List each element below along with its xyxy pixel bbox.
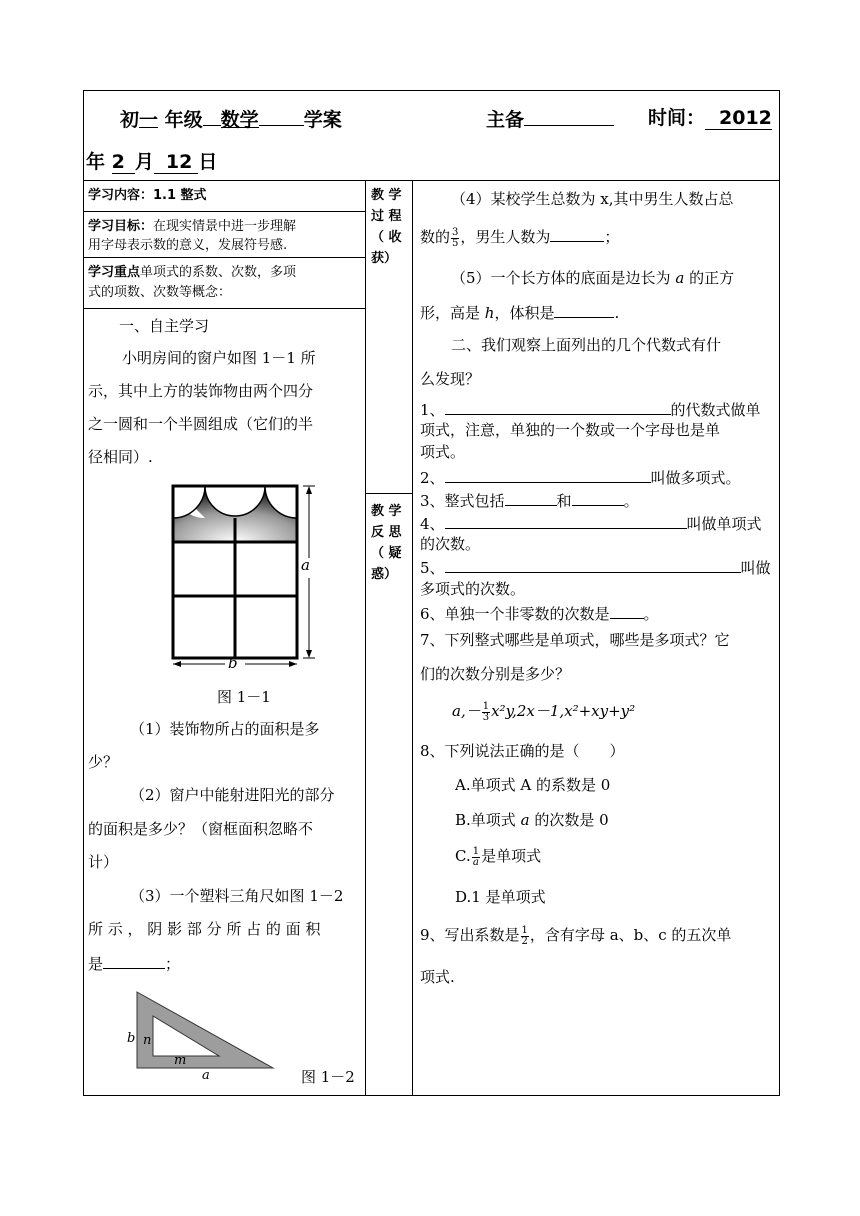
item7-line2: 们的次数分别是多少？ bbox=[420, 665, 571, 683]
item4-blank bbox=[445, 509, 687, 529]
preparer: 主备 bbox=[486, 103, 614, 132]
reflect-label-1: 教 学 bbox=[371, 504, 402, 519]
q4-line2: 数的 $\frac{3}{5}$ ，男生人数为 ； bbox=[420, 222, 619, 250]
q4-answer-blank bbox=[550, 222, 604, 242]
column-divider-1 bbox=[365, 180, 366, 1096]
item3-blank-2 bbox=[572, 486, 624, 506]
key-line-2: 式的项数、次数等概念： bbox=[88, 285, 232, 300]
item8: 8、下列说法正确的是（ ） bbox=[420, 742, 625, 760]
content-label: 学习内容：1.1 整式 bbox=[88, 188, 207, 203]
window-label-b: b bbox=[228, 654, 238, 672]
triangle-label-n: n bbox=[143, 1033, 152, 1048]
reflect-label-4: 惑） bbox=[371, 567, 398, 582]
reflect-label-2: 反 思 bbox=[371, 525, 402, 540]
triangle-label-b: b bbox=[127, 1031, 136, 1046]
q3-answer-blank bbox=[103, 949, 165, 969]
triangle-label-m: m bbox=[174, 1053, 187, 1068]
reflect-label-3: （ 疑 bbox=[371, 546, 402, 561]
item6: 6、单独一个非零数的次数是 。 bbox=[420, 599, 659, 627]
process-label-2: 过 程 bbox=[371, 209, 402, 224]
left-row-divider-3 bbox=[83, 308, 365, 309]
preparer-blank bbox=[524, 103, 614, 126]
grade-value: 一 bbox=[139, 105, 158, 128]
column-divider-2 bbox=[412, 180, 413, 1096]
item2: 2、 叫做多项式。 bbox=[420, 463, 741, 491]
para1-line3: 之一圆和一个半圆组成（它们的半 bbox=[88, 415, 314, 433]
q3-line2: 所 示 ， 阴 影 部 分 所 占 的 面 积 bbox=[88, 920, 321, 938]
process-label-3: （ 收 bbox=[371, 230, 402, 245]
para1-line1: 小明房间的窗户如图 1－1 所 bbox=[122, 349, 316, 367]
middle-row-divider bbox=[365, 493, 412, 494]
q4-line1: （4）某校学生总数为 x,其中男生人数占总 bbox=[451, 190, 734, 208]
section2-line2: 么发现？ bbox=[420, 370, 481, 388]
day-value: 12 bbox=[154, 151, 198, 174]
q1-line1: （1）装饰物所占的面积是多 bbox=[130, 720, 320, 738]
option-a: A.单项式 A 的系数是 0 bbox=[455, 776, 611, 794]
section2-line1: 二、我们观察上面列出的几个代数式有什 bbox=[451, 336, 722, 354]
item1-line3: 项式。 bbox=[420, 443, 466, 461]
left-row-divider-1 bbox=[83, 211, 365, 212]
item9-line2: 项式. bbox=[420, 968, 455, 986]
item6-blank bbox=[610, 599, 644, 619]
process-label-4: 获） bbox=[371, 251, 398, 266]
item1-line2: 项式，注意，单独的一个数或一个字母也是单 bbox=[420, 421, 721, 439]
q3-line3: 是 ； bbox=[88, 949, 180, 977]
left-row-divider-2 bbox=[83, 257, 365, 258]
q5-line2: 形，高是 h，体积是 . bbox=[420, 298, 619, 326]
item9-line1: 9、写出系数是 $\frac{1}{2}$ ，含有字母 a、b、c 的五次单 bbox=[420, 924, 732, 947]
item7-line1: 7、下列整式哪些是单项式，哪些是多项式？它 bbox=[420, 631, 730, 649]
item7-expression: a,－ $\frac{1}{3}$ x²y,2x－1,x²+xy+y² bbox=[452, 700, 636, 723]
subject: 数学 bbox=[221, 105, 259, 128]
q5-answer-blank bbox=[554, 298, 614, 318]
goal-line-2: 用字母表示数的意义，发展符号感. bbox=[88, 238, 288, 253]
q2-line1: （2）窗户中能射进阳光的部分 bbox=[130, 786, 335, 804]
figure2-caption: 图 1－2 bbox=[301, 1068, 355, 1086]
figure1-caption: 图 1－1 bbox=[217, 688, 271, 706]
item5-line2: 多项式的次数。 bbox=[420, 580, 526, 598]
q1-line2: 少？ bbox=[88, 753, 119, 771]
option-b: B.单项式 a 的次数是 0 bbox=[455, 811, 609, 829]
key-line-1: 学习重点单项式的系数、次数，多项 bbox=[88, 265, 297, 280]
triangle-figure bbox=[135, 990, 277, 1072]
option-c: C. $\frac{1}{a}$是单项式 bbox=[455, 845, 542, 868]
header-line-2: 年 2 月 12 日 bbox=[86, 151, 218, 173]
item2-blank bbox=[445, 463, 651, 483]
process-label-1: 教 学 bbox=[371, 188, 402, 203]
item4-line1: 4、 叫做单项式 bbox=[420, 509, 762, 537]
item4-line2: 的次数。 bbox=[420, 535, 481, 553]
option-d: D.1 是单项式 bbox=[455, 888, 546, 906]
section-self-study: 一、自主学习 bbox=[119, 317, 210, 335]
q5-line1: （5）一个长方体的底面是边长为 a 的正方 bbox=[451, 269, 735, 287]
item5-blank bbox=[445, 553, 741, 573]
item5-line1: 5、 叫做 bbox=[420, 553, 771, 581]
q2-line3: 计） bbox=[88, 853, 119, 871]
header-line-1: 初一 年级 数学 学案 bbox=[120, 103, 342, 132]
triangle-label-a: a bbox=[202, 1068, 210, 1083]
item1-line1: 1、 的代数式做单 bbox=[420, 395, 761, 423]
q2-line2: 的面积是多少？（窗框面积忽略不 bbox=[88, 820, 314, 838]
para1-line4: 径相同）. bbox=[88, 448, 153, 466]
para1-line2: 示，其中上方的装饰物由两个四分 bbox=[88, 382, 314, 400]
window-label-a: a bbox=[301, 556, 310, 574]
time-field: 时间： 2012 bbox=[648, 107, 772, 129]
month-value: 2 bbox=[112, 151, 135, 174]
q3-line1: （3）一个塑料三角尺如图 1－2 bbox=[130, 887, 344, 905]
item3-blank-1 bbox=[505, 486, 557, 506]
item1-blank bbox=[445, 395, 671, 415]
goal-line-1: 学习目标：在现实情景中进一步理解 bbox=[88, 219, 297, 234]
year-value: 2012 bbox=[705, 107, 772, 130]
item3: 3、整式包括 和 。 bbox=[420, 486, 639, 514]
header-divider bbox=[83, 180, 780, 181]
